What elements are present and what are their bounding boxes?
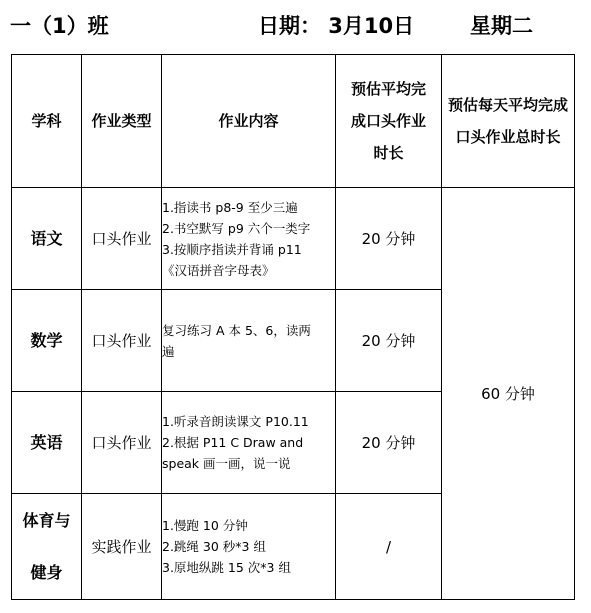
subject-cell <box>12 290 82 392</box>
type-cell: 口头作业 <box>82 392 162 494</box>
col-header-content: 作业内容 <box>162 55 336 188</box>
homework-table <box>11 54 575 600</box>
content-cell <box>162 290 336 392</box>
content-line: 复习练习 A 本 5、6，读两 <box>162 322 311 338</box>
duration-cell: 20 分钟 <box>336 392 442 494</box>
table-header-row <box>12 55 575 188</box>
subject-cell <box>12 188 82 290</box>
col-header-type: 作业类型 <box>82 55 162 188</box>
col-header-daily-total-line: 预估每天平均完成 <box>447 96 568 114</box>
content-line: 1.慢跑 10 分钟 <box>162 518 248 533</box>
content-line: 《汉语拼音字母表》 <box>162 262 275 278</box>
content-line: 3.按顺序指读并背诵 p11 <box>162 241 302 257</box>
type-cell: 口头作业 <box>82 188 162 290</box>
daily-total-cell: 60 分钟 <box>442 188 575 600</box>
subject-label: 英语 <box>30 432 63 452</box>
subject-cell <box>12 392 82 494</box>
content-line: speak 画一画，说一说 <box>162 456 291 471</box>
col-header-daily-total-line: 口头作业总时长 <box>455 128 561 146</box>
content-cell <box>162 188 336 290</box>
content-cell <box>162 392 336 494</box>
page-header <box>0 6 591 40</box>
class-name: 一（1）班 <box>10 14 109 38</box>
content-line: 2.根据 P11 C Draw and <box>162 435 304 450</box>
type-cell: 实践作业 <box>82 494 162 600</box>
col-header-est-time-line: 成口头作业 <box>350 112 426 130</box>
subject-label: 语文 <box>30 228 63 248</box>
col-header-daily-total <box>442 55 575 188</box>
subject-cell <box>12 494 82 600</box>
col-header-subject: 学科 <box>12 55 82 188</box>
duration-cell: 20 分钟 <box>336 290 442 392</box>
date-label: 日期： 3月10日 <box>258 14 415 38</box>
type-cell: 口头作业 <box>82 290 162 392</box>
col-header-est-time <box>336 55 442 188</box>
content-line: 1.听录音朗读课文 P10.11 <box>162 414 309 429</box>
col-header-est-time-line: 预估平均完 <box>350 80 426 98</box>
content-line: 2.书空默写 p9 六个一类字 <box>162 220 311 236</box>
table-row <box>12 188 575 290</box>
col-header-est-time-line: 时长 <box>373 144 404 162</box>
content-cell <box>162 494 336 600</box>
subject-label: 数学 <box>30 330 63 350</box>
content-line: 遍 <box>162 343 175 359</box>
content-line: 1.指读书 p8-9 至少三遍 <box>162 199 298 215</box>
subject-label: 体育与 <box>22 510 71 530</box>
content-line: 3.原地纵跳 15 次*3 组 <box>162 560 291 575</box>
weekday-label: 星期二 <box>470 14 533 38</box>
content-line: 2.跳绳 30 秒*3 组 <box>162 539 266 554</box>
subject-label: 健身 <box>30 562 63 582</box>
duration-cell: 20 分钟 <box>336 188 442 290</box>
duration-cell: / <box>336 494 442 600</box>
